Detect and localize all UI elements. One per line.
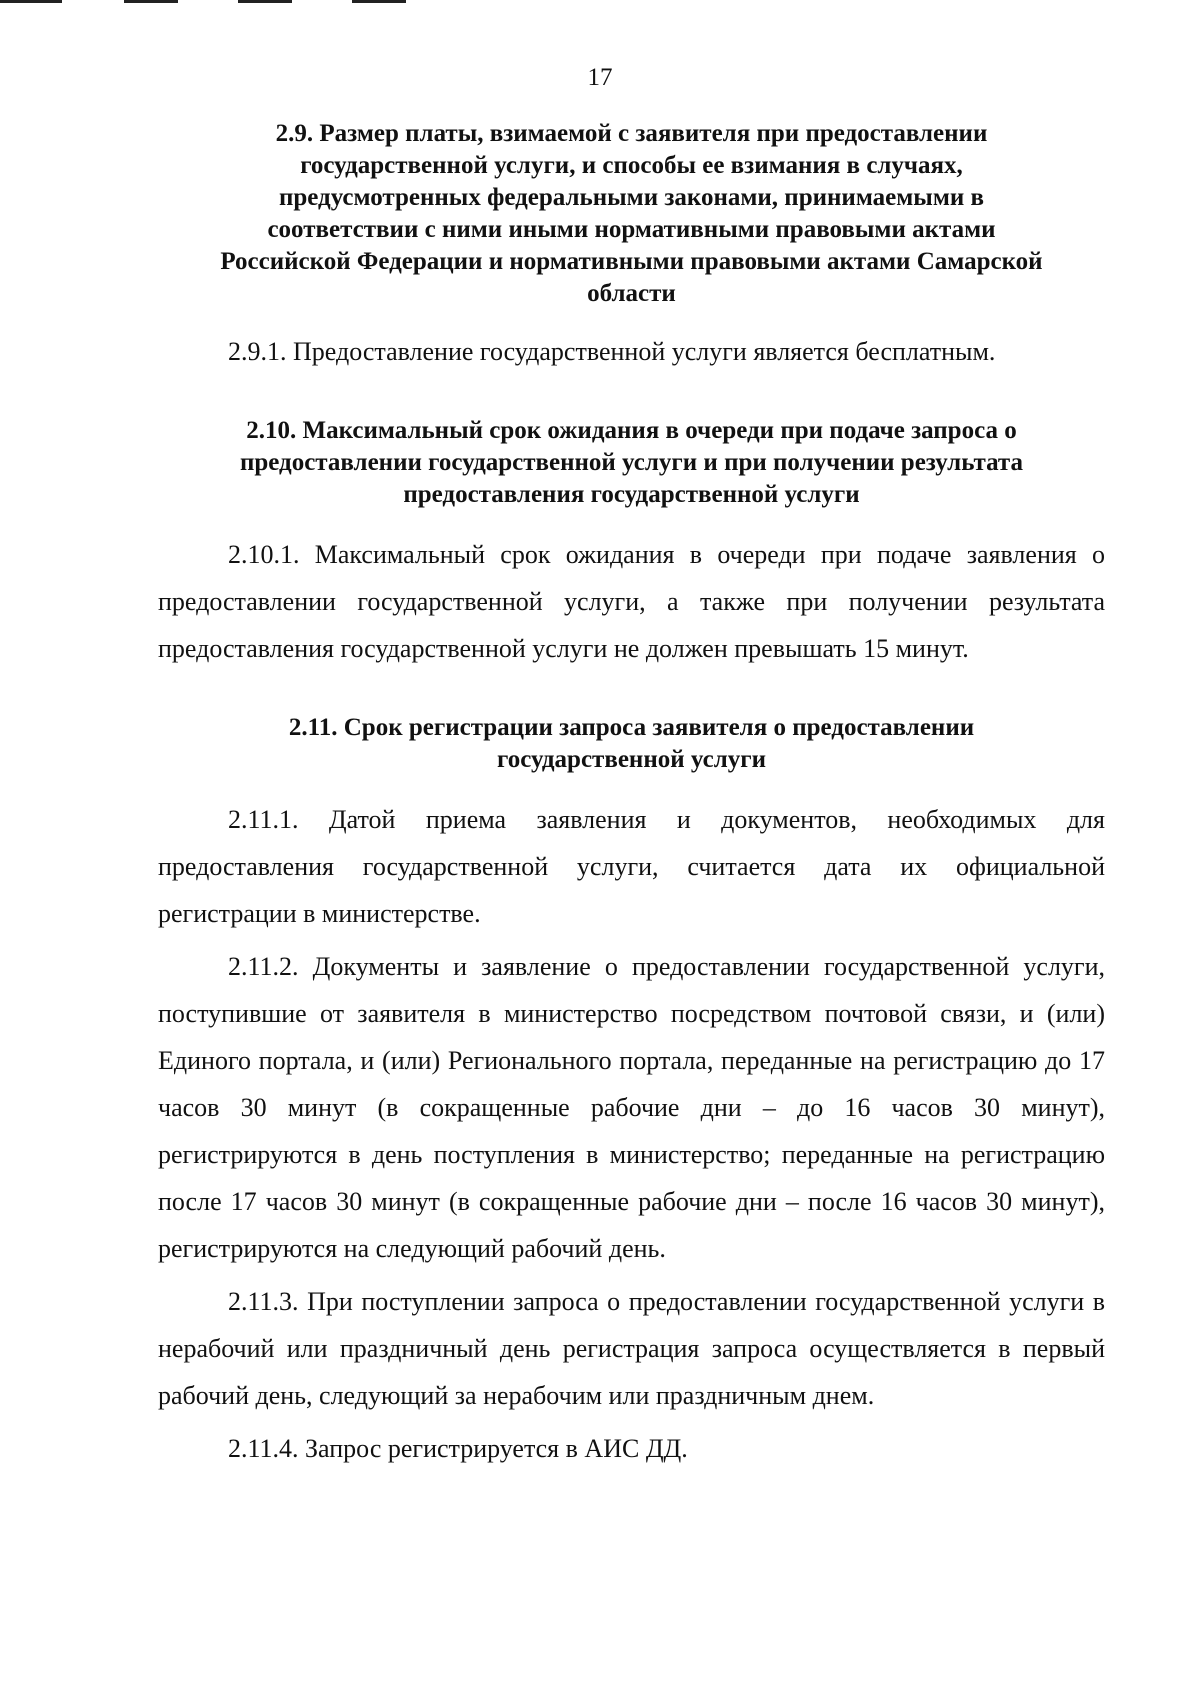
top-mark-4 — [352, 0, 406, 3]
section-title-2-9 — [158, 118, 1105, 310]
title-line: 2.9. Размер платы, взимаемой с заявителя при предоставлении — [275, 120, 988, 147]
paragraph-2-10-1: 2.10.1. Максимальный срок ожидания в очереди при подаче заявления о предоставлении государственной услуги, а также при получении результата предоставления государственной услуги не должен превышать 15 минут. — [158, 540, 1105, 663]
title-line: предоставлении государственной услуги и при получении результата — [239, 449, 1024, 476]
paragraph-2-11-1: 2.11.1. Датой приема заявления и документов, необходимых для предоставления государственной услуги, считается дата их официальной регистрации в министерстве. — [158, 805, 1105, 928]
paragraph-2-9-1: 2.9.1. Предоставление государственной услуги является бесплатным. — [228, 337, 996, 366]
title-line: государственной услуги — [496, 746, 767, 773]
title-line: области — [587, 280, 676, 307]
title-line: Российской Федерации и нормативными правовыми актами Самарской — [220, 248, 1043, 275]
top-mark-1 — [0, 0, 62, 3]
paragraph-2-11-2: 2.11.2. Документы и заявление о предоставлении государственной услуги, поступившие от заявителя в министерство посредством почтовой связи, и (или) Единого портала, и (или) Регионального портала, переданные на регистрацию до 17 часов 30 минут (в сокращенные рабочие дни – до 16 часов 30 минут), регистрируются в день поступления в министерство; переданные на регистрацию после 17 часов 30 минут (в сокращенные рабочие дни – после 16 часов 30 минут), регистрируются на следующий рабочий день. — [158, 952, 1105, 1263]
section-title-2-10 — [158, 415, 1105, 511]
document-body — [158, 118, 1105, 1472]
section-title-2-11 — [158, 712, 1105, 776]
paragraph-2-11-4: 2.11.4. Запрос регистрируется в АИС ДД. — [228, 1434, 688, 1463]
title-line: предоставления государственной услуги — [403, 481, 860, 508]
paragraph-2-11-3: 2.11.3. При поступлении запроса о предоставлении государственной услуги в нерабочий или праздничный день регистрация запроса осуществляется в первый рабочий день, следующий за нерабочим или праздничным днем. — [158, 1287, 1105, 1410]
top-mark-2 — [124, 0, 178, 3]
title-line: предусмотренных федеральными законами, принимаемыми в — [278, 184, 985, 211]
top-mark-3 — [238, 0, 292, 3]
title-line: 2.10. Максимальный срок ожидания в очереди при подаче запроса о — [246, 417, 1017, 444]
title-line: 2.11. Срок регистрации запроса заявителя о предоставлении — [288, 714, 975, 741]
page-number: 17 — [587, 64, 613, 91]
title-line: государственной услуги, и способы ее взимания в случаях, — [300, 152, 963, 179]
title-line: соответствии с ними иными нормативными правовыми актами — [267, 216, 996, 243]
